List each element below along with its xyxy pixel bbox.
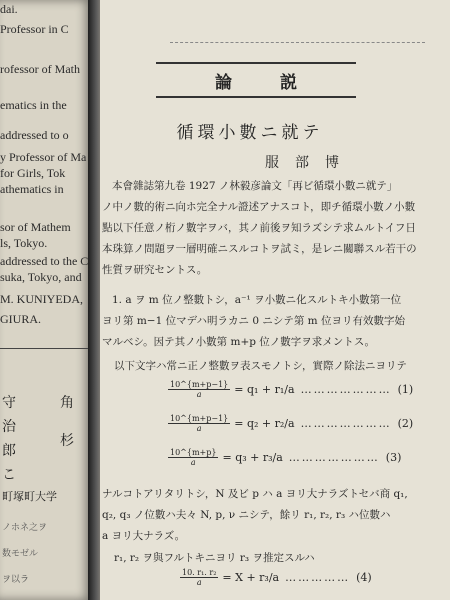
equation-3 [168,448,401,467]
paragraph-line: q₂, q₃ ノ位數ハ夫々 N, p, ν ニシテ，餘リ r₁, r₂, r₃ ハ位數ハ [102,509,391,521]
paragraph-line: ヨリ第 m−1 位マデハ明ラカニ 0 ニシテ第 m 位ヨリ有效數字始 [102,315,405,327]
eq-number: (1) [397,383,414,396]
journal-page [100,0,450,600]
paragraph-line: 1. a ヲ m 位ノ整數トシ，a⁻¹ ヲ小數ニ化スルトキ小數第一位 [112,294,402,306]
left-page-line: ls, Tokyo. [0,236,48,250]
paragraph-line: 點以下任意ノ桁ノ數字ヲバ，其ノ前後ヲ知ラズシテ求ムルトイフ日 [102,222,416,234]
left-page-jp: 杉 [60,433,74,449]
left-page-line: suka, Tokyo, and [0,270,82,284]
left-page-line: ematics in the [0,98,67,112]
eq-numerator: 10. r₁. r₂ [182,568,217,577]
left-page-line: addressed to the C [0,254,89,268]
eq-rhs: = q₃ + r₃/a [222,451,283,464]
left-page-line: addressed to o [0,128,69,142]
previous-page [0,0,92,600]
eq-numerator: 10^{m+p−1} [170,380,229,389]
eq-number: (3) [385,451,402,464]
eq-dots: …………… [285,571,351,584]
left-page-line: rofessor of Math [0,62,80,76]
left-page-jp: 町塚町大学 [2,490,57,503]
eq-dots: ………………… [300,383,392,396]
equation-2 [168,414,413,433]
left-page-line: sor of Mathem [0,220,71,234]
paragraph-line: 以下文字ハ常ニ正ノ整數ヲ表スモノトシ，實際ノ除法ニヨリテ [114,360,407,372]
left-page-jp: ノホネ之ヲ [2,523,48,533]
eq-denominator: a [196,390,202,399]
section-heading-box [156,62,356,98]
article-title: 循環小數ニ就テ [176,123,324,143]
left-page-line: dai. [0,2,18,16]
paragraph-line: 本珠算ノ問題ヲ一層明確ニスルコトヲ試ミ，是レニ關聯スル若干の [102,243,417,255]
eq-dots: ………………… [300,417,392,430]
top-rule [170,42,425,43]
section-heading: 論説 [215,72,345,93]
eq-denominator: a [196,578,202,587]
eq-number: (4) [356,571,372,584]
divider [0,348,92,349]
eq-rhs: = q₂ + r₂/a [234,417,295,430]
author-name: 服部博 [265,155,355,171]
left-page-line: for Girls, Tok [0,166,66,180]
left-page-jp: ヲ以ラ [2,575,30,585]
left-page-line: GIURA. [0,312,41,326]
left-page-jp: 守 [2,395,16,411]
left-page-line: M. KUNIYEDA, [0,292,83,306]
paragraph-line: r₁, r₂ ヲ與フルトキニヨリ r₃ ヲ推定スルハ [114,552,315,564]
paragraph-line: マルベシ。因テ其ノ小數第 m+p 位ノ數字ヲ求メントス。 [102,336,376,348]
eq-dots: ………………… [288,451,380,464]
left-page-jp: 角 [60,395,74,411]
eq-denominator: a [190,458,196,467]
eq-denominator: a [196,424,202,433]
paragraph-line: 性質ヲ研究セントス。 [102,264,208,276]
eq-numerator: 10^{m+p−1} [170,414,229,423]
eq-rhs: = q₁ + r₁/a [234,383,295,396]
left-page-jp: こ [2,467,16,483]
equation-4 [180,568,372,587]
eq-numerator: 10^{m+p} [170,448,217,457]
left-page-line: Professor in C [0,22,69,36]
left-page-jp: 郎 [2,443,16,459]
paragraph-line: a ヨリ大ナラズ。 [102,530,186,542]
left-page-jp: 数モゼル [2,549,39,559]
left-page-line: y Professor of Ma [0,150,87,164]
equation-1 [168,380,413,399]
paragraph-line: ノ中ノ數的術ニ向ホ完全ナル證述アナスコト，即チ循環小數ノ小數 [102,201,416,213]
left-page-line: athematics in [0,182,64,196]
eq-number: (2) [397,417,414,430]
eq-rhs: = X + r₃/a [222,571,280,584]
left-page-jp: 治 [2,419,16,435]
paragraph-line: 本會雜誌第九卷 1927 ノ林毅彦論文「再ビ循環小數ニ就テ」 [112,180,398,192]
paragraph-line: ナルコトアリタリトシ，N 及ビ p ハ a ヨリ大ナラズトセバ商 q₁, [102,488,408,500]
